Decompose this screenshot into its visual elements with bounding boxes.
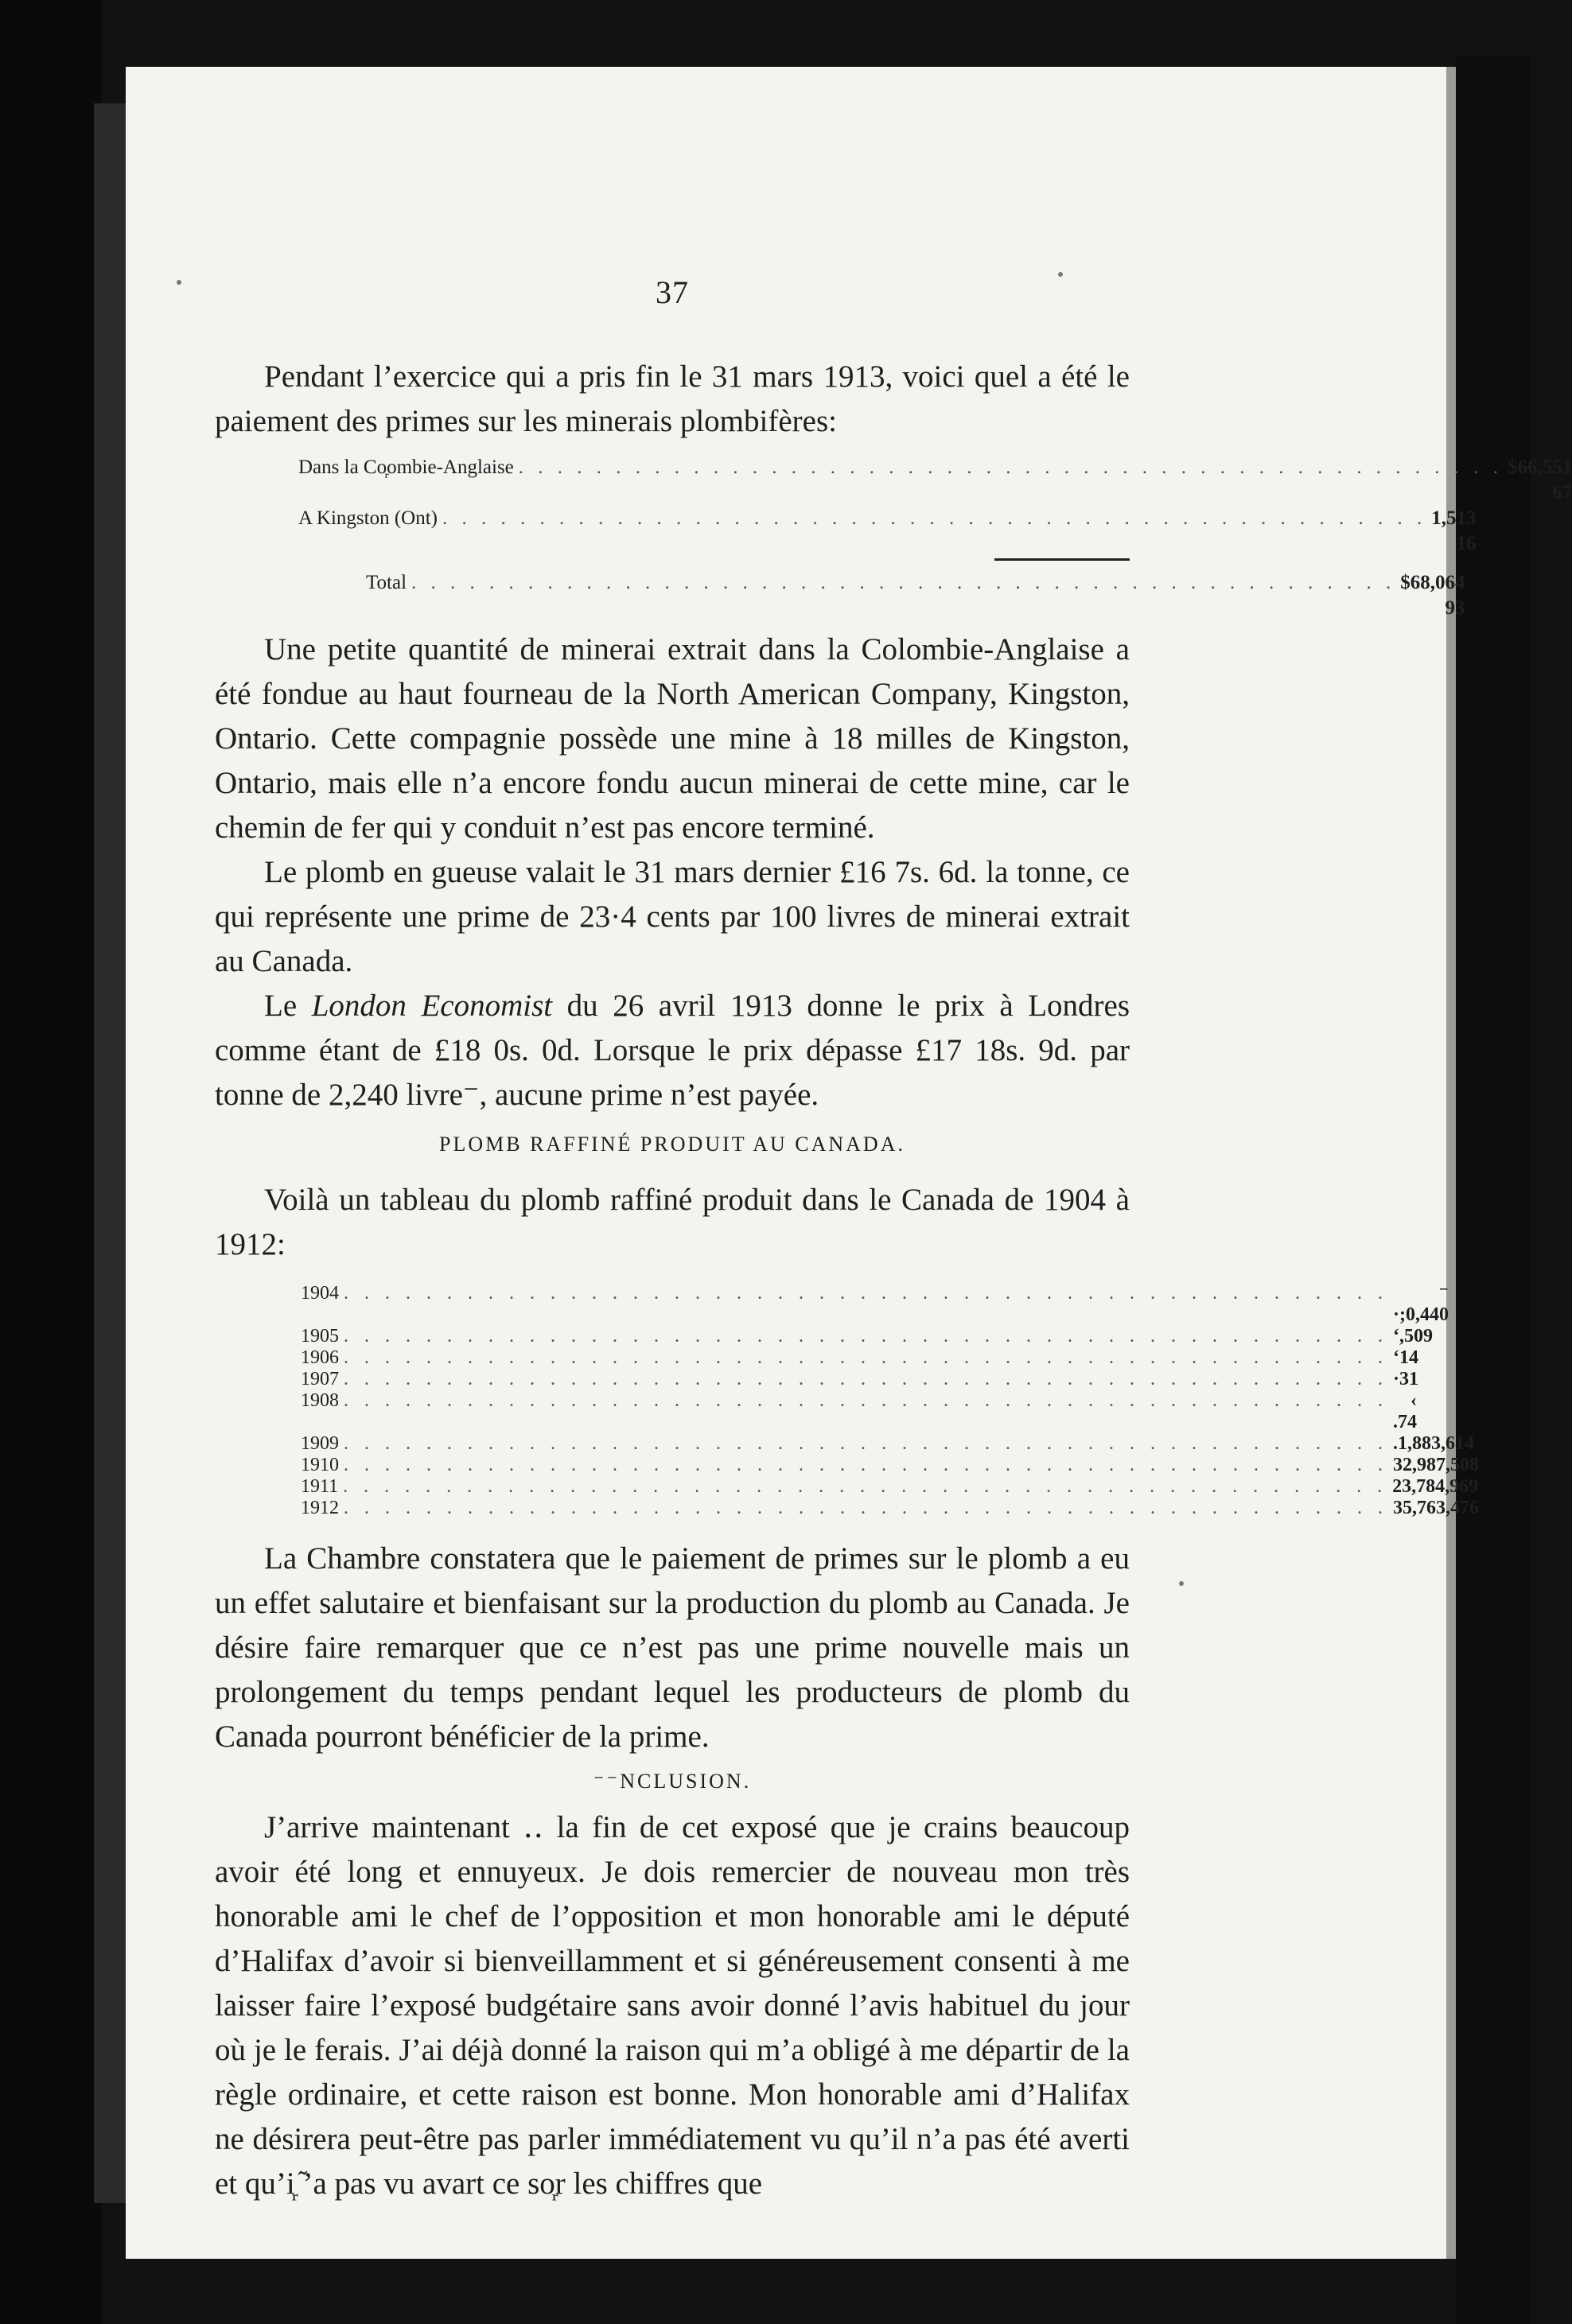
production-row (301, 1476, 1479, 1498)
leader-dots: . . . . . . . . . . . . . . . . . . . . . . . . . . . . . . . . . . . . . . . . . . . . . . . . . . . (344, 1498, 1388, 1518)
leader-dots: . . . . . . . . . . . . . . . . . . . . . . . . . . . . . . . . . . . . . . . . . . . . . . . . . . . (518, 457, 1504, 478)
leader-dots: . . . . . . . . . . . . . . . . . . . . . . . . . . . . . . . . . . . . . . . . . . . . . . . . . . . (344, 1283, 1388, 1304)
ledger-row (215, 506, 1477, 557)
production-year: 1909 (301, 1433, 339, 1454)
page-right-edge (1446, 67, 1456, 2259)
production-year: 1905 (301, 1326, 339, 1347)
production-year: 1910 (301, 1455, 339, 1475)
leader-dots: . . . . . . . . . . . . . . . . . . . . . . . . . . . . . . . . . . . . . . . . . . . . . . . . . . . (344, 1347, 1388, 1368)
production-row (301, 1455, 1479, 1476)
leader-dots: . . . . . . . . . . . . . . . . . . . . . . . . . . . . . . . . . . . . . . . . . . . . . . . . . . . (343, 1476, 1388, 1497)
paragraph-gueuse: Le plomb en gueuse valait le 31 mars dernier £16 7s. 6d. la tonne, ce qui représente une prime de 23·4 cents par 100 livres de minerai extrait au Canada. (215, 855, 1130, 978)
text-run: du 26 avril 1913 donne le prix à Londres comme étant de £18 0s. 0d. Lorsque le prix dépasse £17 18s. 9d. par tonne de 2,240 livre⁻, aucune prime n’est payée. (215, 989, 1130, 1112)
production-value: ·31 (1393, 1369, 1419, 1389)
leader-dots: . . . . . . . . . . . . . . . . . . . . . . . . . . . . . . . . . . . . . . . . . . . . . . . . . . . (411, 572, 1396, 593)
production-value: .1,883,614 (1393, 1433, 1474, 1454)
production-year: 1904 (301, 1283, 339, 1304)
production-row (301, 1498, 1479, 1519)
production-row (301, 1433, 1474, 1455)
section-heading-raffine: PLOMB RAFFINÉ PRODUIT AU CANADA. (439, 1133, 905, 1156)
production-row (301, 1390, 1417, 1433)
production-year: 1911 (301, 1476, 339, 1497)
production-row (301, 1347, 1418, 1369)
production-value: 23,784,969 (1392, 1476, 1479, 1497)
total-rule (215, 557, 1130, 562)
book-spine-edge (94, 103, 126, 2203)
paragraph-tableau: Voilà un tableau du plomb raffiné produit dans le Canada de 1904 à 1912: (215, 1183, 1130, 1261)
production-year: 1906 (301, 1347, 339, 1368)
payment-ledger (215, 455, 1572, 621)
scanner-right-band (1456, 56, 1531, 2324)
scan-speck (1058, 272, 1063, 277)
leader-dots: . . . . . . . . . . . . . . . . . . . . . . . . . . . . . . . . . . . . . . . . . . . . . . . . . . . (344, 1369, 1388, 1389)
ledger-row (215, 455, 1572, 506)
production-value: ‘14 (1393, 1347, 1418, 1368)
leader-dots: . . . . . . . . . . . . . . . . . . . . . . . . . . . . . . . . . . . . . . . . . . . . . . . . . . . (344, 1326, 1388, 1347)
publication-title: London Economist (311, 989, 553, 1023)
production-row (301, 1326, 1433, 1347)
production-row (301, 1283, 1449, 1326)
production-value: ‹ .74 (1393, 1390, 1417, 1432)
production-year: 1908 (301, 1390, 339, 1411)
production-value: 32,987,508 (1393, 1455, 1479, 1475)
ledger-total-amount: $68,064 93 (1400, 572, 1465, 619)
ledger-amount: $66,551 67 (1508, 457, 1572, 503)
ledger-label: Dans la Co᷊ombie-Anglaise (298, 457, 514, 478)
production-value: ‘,509 (1393, 1326, 1433, 1347)
page-number: 37 (656, 274, 689, 310)
paragraph-economist (215, 984, 1130, 1117)
scanner-left-band (0, 0, 102, 2324)
ledger-total-label: Total (366, 572, 407, 593)
page-content (215, 270, 1572, 2206)
paragraph-chambre: La Chambre constatera que le paiement de primes sur le plomb a eu un effet salutaire et bienfaisant sur la production du plomb au Canada. Je désire faire remarquer que ce n’est pas une prime nouvelle mais un prolongement du temps pendant lequel les producteurs de plomb du Canada pourront bénéficier de la prime. (215, 1541, 1130, 1754)
production-year: 1912 (301, 1498, 339, 1518)
production-row (301, 1369, 1419, 1390)
leader-dots: . . . . . . . . . . . . . . . . . . . . . . . . . . . . . . . . . . . . . . . . . . . . . . . . . . . (344, 1455, 1388, 1475)
production-value: 35,763,476 (1393, 1498, 1479, 1518)
leader-dots: . . . . . . . . . . . . . . . . . . . . . . . . . . . . . . . . . . . . . . . . . . . . . . . . . . . (442, 507, 1427, 529)
ledger-label: A Kingston (Ont) (298, 507, 438, 529)
paragraph-primes-intro: Pendant l’exercice qui a pris fin le 31 mars 1913, voici quel a été le paiement des primes sur les minerais plombifères: (215, 359, 1130, 438)
production-year: 1907 (301, 1369, 339, 1389)
leader-dots: . . . . . . . . . . . . . . . . . . . . . . . . . . . . . . . . . . . . . . . . . . . . . . . . . . . (344, 1433, 1388, 1454)
scan-speck (177, 280, 181, 285)
text-run: Le (264, 989, 312, 1023)
leader-dots: . . . . . . . . . . . . . . . . . . . . . . . . . . . . . . . . . . . . . . . . . . . . . . . . . . . (344, 1390, 1388, 1411)
paragraph-conclusion: J’arrive maintenant ‥ la fin de cet exposé que je crains beaucoup avoir été long et ennuyeux. Je dois remercier de nouveau mon très honorable ami le chef de l’opposition et mon honorable ami le député d’Halifax d’avoir si bienveillamment et si généreusement consenti à me laisser faire l’exposé budgétaire sans avoir donné l’avis habituel du jour où je le ferais. J’ai déjà donné la raison qui m’a obligé à me départir de la règle ordinaire, et cette raison est bonne. Mon honorable ami d’Halifax ne désirera peut-être pas parler immédiatement vu qu’il n’a pas été averti et qu’i᷊ ᷉’a pas vu avart ce so᷊r les chiffres que (215, 1810, 1130, 2201)
paragraph-colombie: Une petite quantité de minerai extrait dans la Colombie-Anglaise a été fondue au haut fourneau de la North American Company, Kingston, Ontario. Cette compagnie possède une mine à 18 milles de Kingston, Ontario, mais elle n’a encore fondu aucun minerai de cette mine, car le chemin de fer qui y conduit n’est pas encore terminé. (215, 632, 1130, 845)
production-table (215, 1283, 1479, 1519)
ledger-amount: 1,513 16 (1431, 507, 1477, 554)
section-heading-conclusion: ⁻⁻NCLUSION. (593, 1770, 752, 1793)
production-value: ⁻ ·;0,440 (1393, 1283, 1449, 1325)
scan-speck (1179, 1581, 1184, 1586)
ledger-total-row (215, 570, 1465, 621)
